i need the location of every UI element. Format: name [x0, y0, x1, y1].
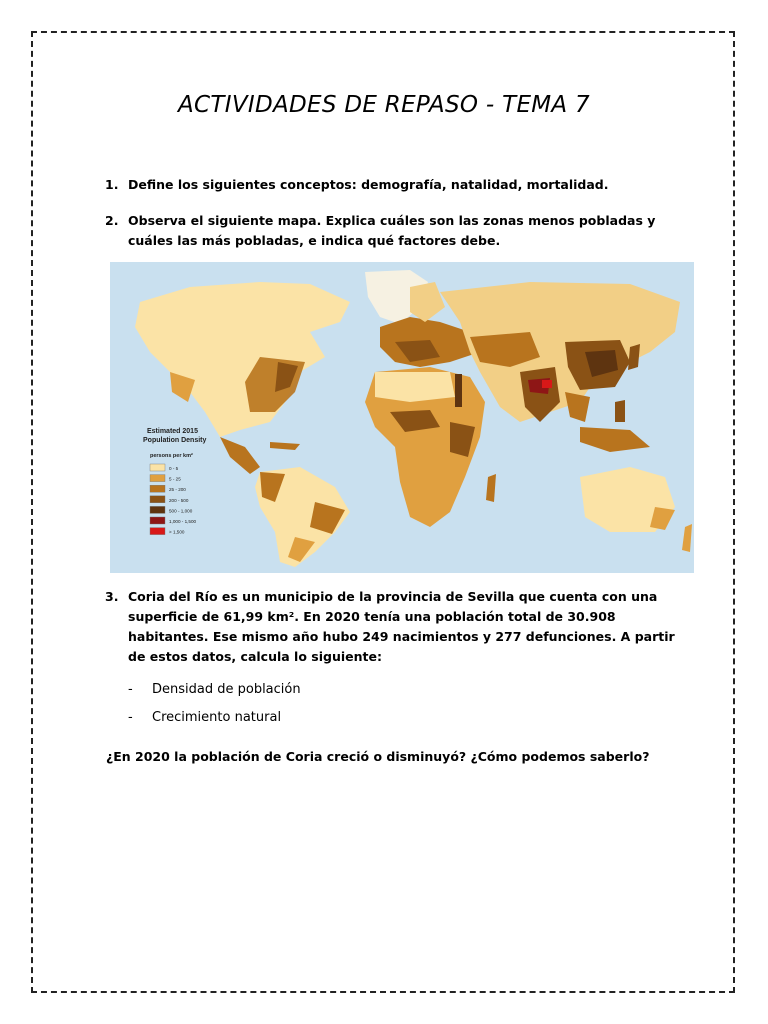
legend-label: 0 - 5 [169, 466, 179, 471]
question-text: Coria del Río es un municipio de la provincia de Sevilla que cuenta con una superficie de 61,99 km². En 2020 tenía una población total de 30.908 habitantes. Ese mismo año hubo 249 nacimientos y 277 defunciones. A partir de estos datos, calcula lo siguiente: [128, 589, 675, 664]
bangladesh [542, 380, 552, 388]
question-3 [105, 587, 695, 667]
philippines [615, 400, 625, 422]
question-number: 2. [105, 213, 119, 228]
legend-swatch [150, 528, 165, 535]
legend-swatch [150, 517, 165, 524]
legend-units: persons per km² [150, 453, 193, 459]
question-2 [105, 211, 695, 251]
final-question: ¿En 2020 la población de Coria creció o disminuyó? ¿Cómo podemos saberlo? [106, 749, 650, 764]
legend-label: > 1,500 [169, 529, 185, 535]
question-text: Observa el siguiente mapa. Explica cuáles son las zonas menos pobladas y cuáles las más pobladas, e indica qué factores debe. [128, 213, 656, 248]
bullet-text: Densidad de población [152, 682, 301, 697]
legend-swatch [150, 506, 165, 513]
question-number: 1. [105, 177, 119, 192]
legend-label: 200 - 500 [169, 497, 189, 503]
legend-swatch [150, 496, 165, 503]
nile [455, 374, 462, 407]
legend-swatch [150, 464, 165, 471]
bullet-text: Crecimiento natural [152, 710, 282, 725]
legend-label: 1,000 - 1,500 [169, 519, 197, 524]
sahara [375, 372, 455, 402]
legend-label: 5 - 25 [169, 476, 181, 482]
bullet-dash: - [128, 710, 133, 725]
legend-swatch [150, 475, 165, 482]
legend-label: 25 - 200 [169, 487, 186, 493]
question-number: 3. [105, 589, 119, 604]
bullet-dash: - [128, 682, 133, 697]
page-title: ACTIVIDADES DE REPASO - TEMA 7 [178, 92, 590, 118]
question-text: Define los siguientes conceptos: demografía, natalidad, mortalidad. [128, 177, 609, 192]
world-map-image [110, 262, 694, 573]
legend-title-line1: Estimated 2015 [147, 428, 198, 435]
population-density-map [110, 262, 694, 573]
legend-swatch [150, 485, 165, 492]
legend-label: 500 - 1,000 [169, 508, 193, 514]
question-1 [105, 175, 695, 195]
legend-title-line2: Population Density [143, 437, 207, 444]
